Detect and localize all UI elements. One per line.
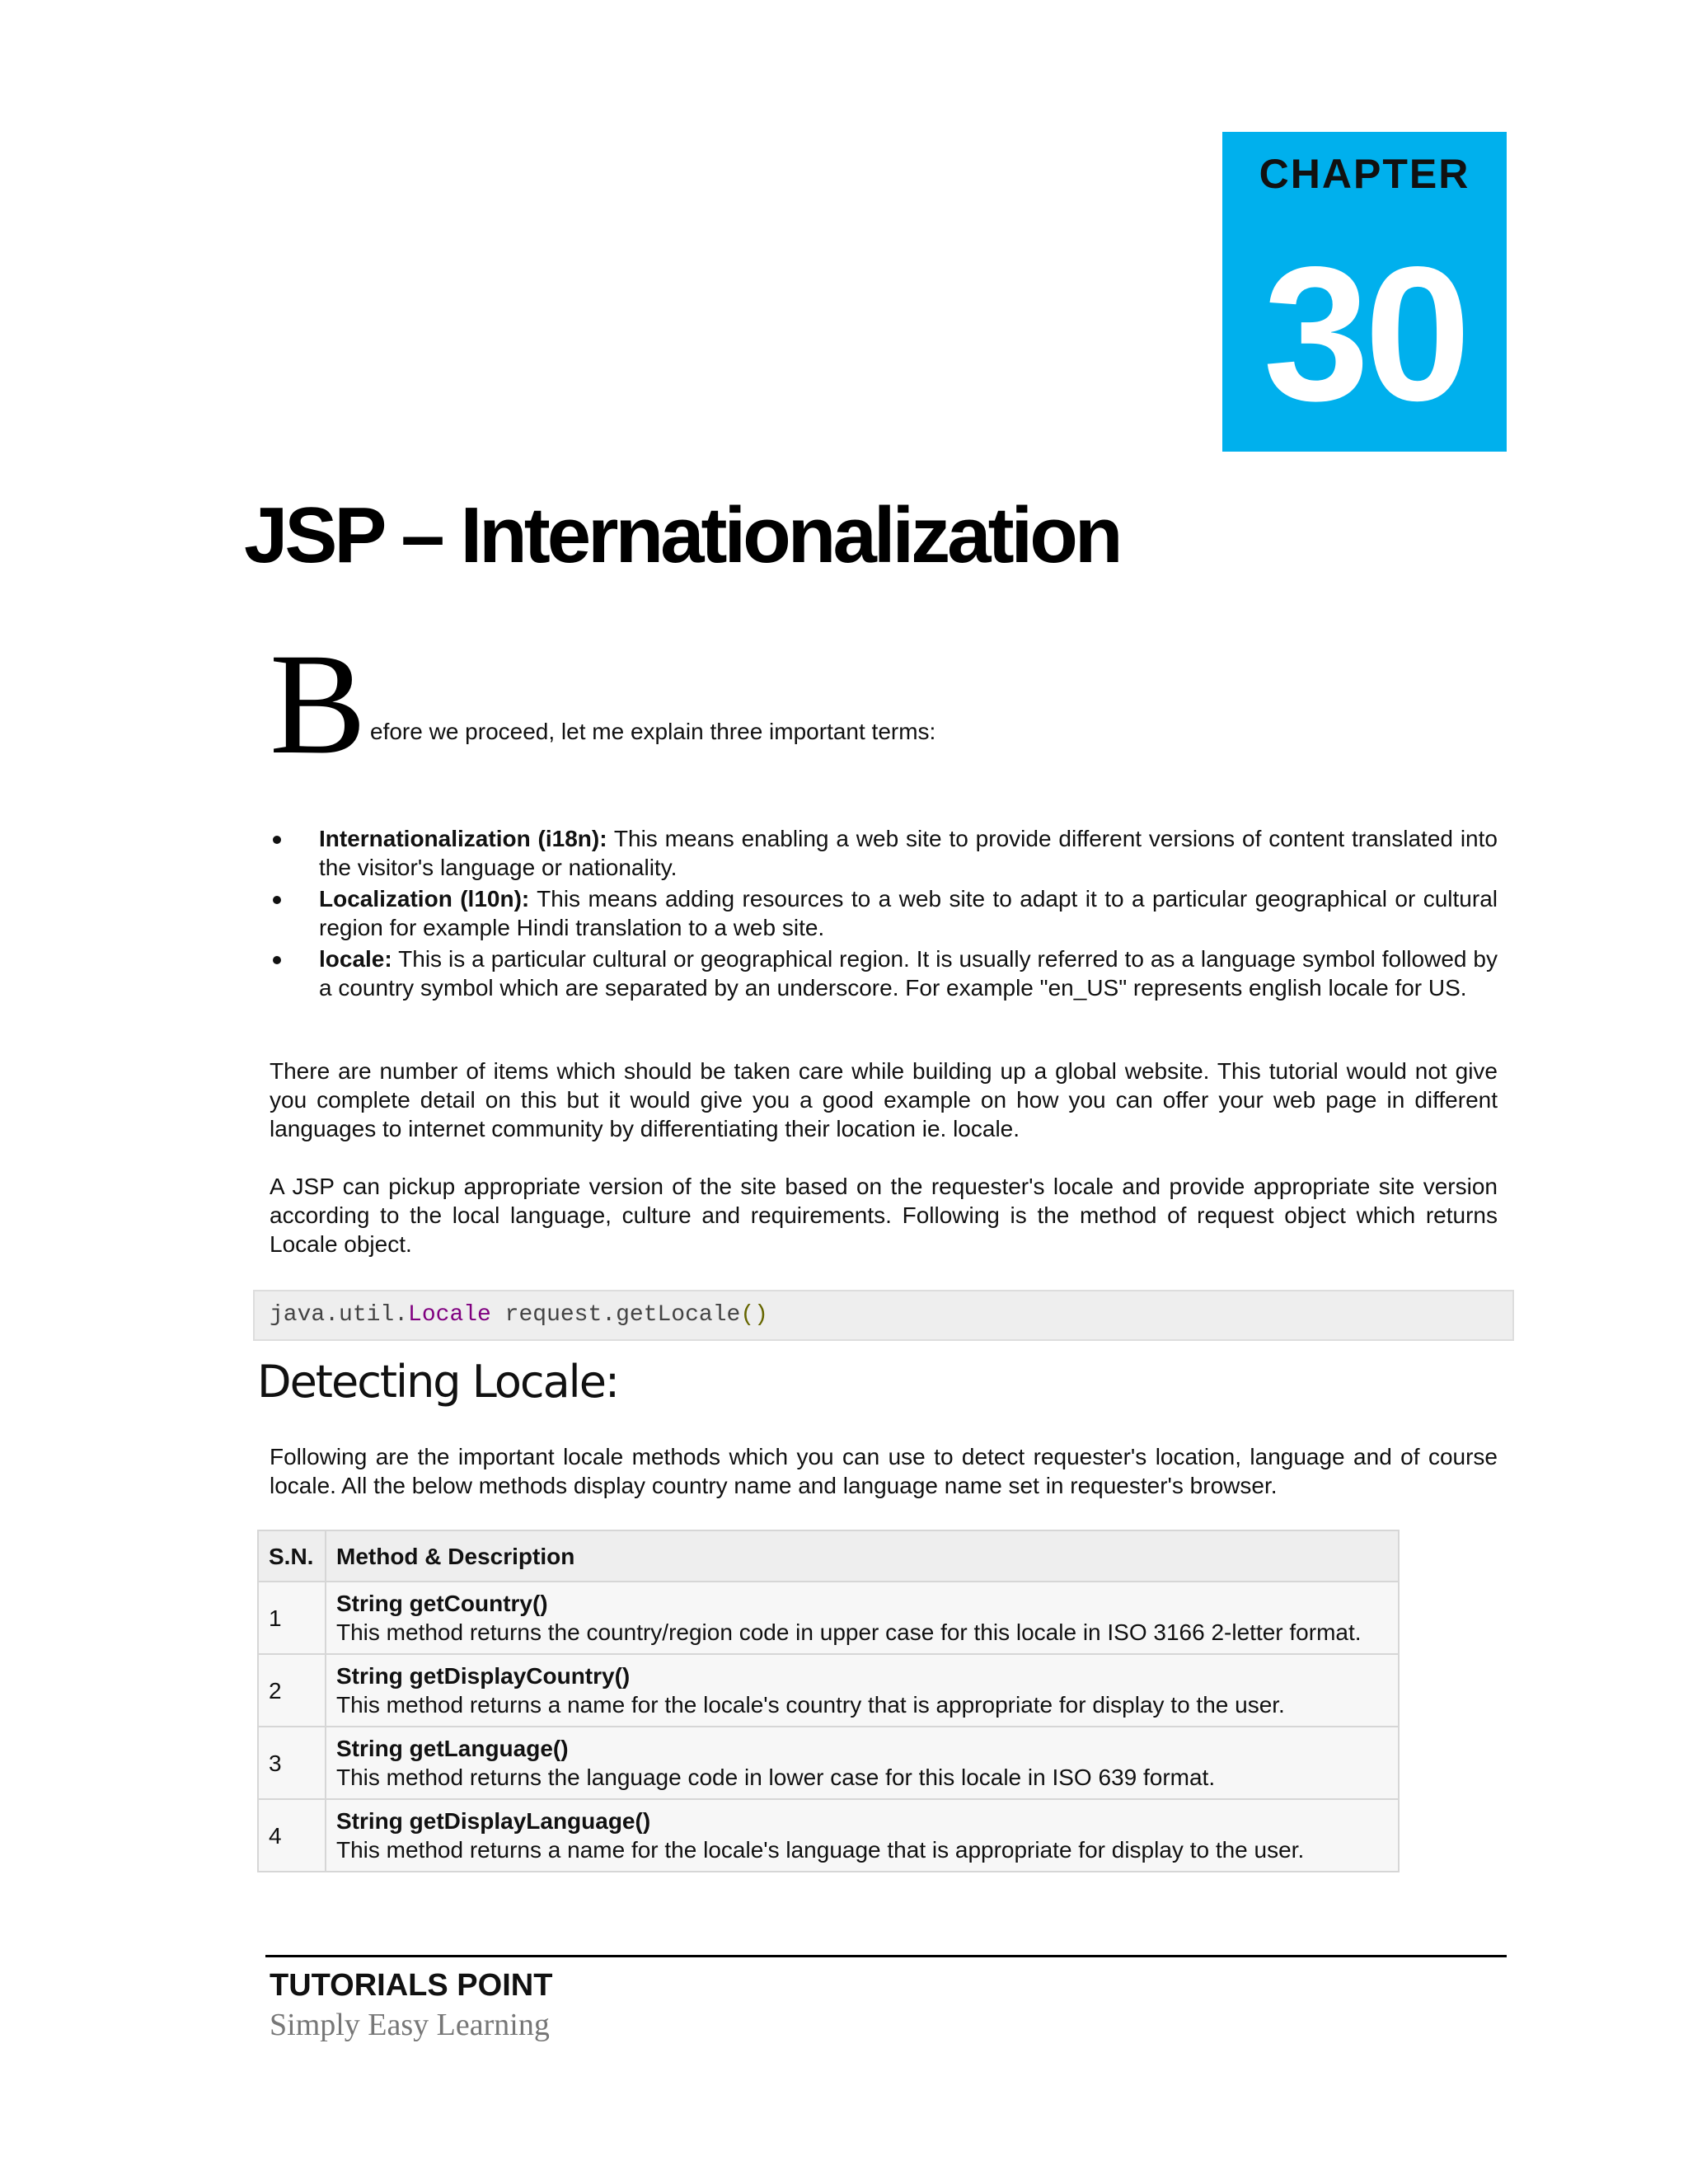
term-text: This is a particular cultural or geographical region. It is usually referred to as a language symbol followed by a country symbol which are separated by an underscore. For example "en_US" represents english locale for US. <box>319 946 1498 1001</box>
terms-list <box>270 824 1498 1005</box>
footer-tagline: Simply Easy Learning <box>270 2008 550 2042</box>
row-number: 3 <box>258 1727 326 1799</box>
paragraph-global-website: There are number of items which should be taken care while building up a global website. This tutorial would not give you complete detail on this but it would give you a good example on how you can offer your web page in different languages to internet community by differentiating their location ie. locale. <box>270 1058 1498 1141</box>
method-signature: String getCountry() <box>336 1591 548 1616</box>
code-block <box>253 1290 1514 1341</box>
chapter-number: 30 <box>1263 227 1466 441</box>
footer-brand: TUTORIALS POINT <box>270 1968 553 2003</box>
term-text: This means adding resources to a web site to adapt it to a particular geographical or cultural region for example Hindi translation to a web site. <box>319 886 1498 940</box>
code-prefix: java.util. <box>270 1302 409 1328</box>
table-row <box>258 1727 1399 1799</box>
table-row <box>258 1582 1399 1654</box>
method-description: This method returns the language code in lower case for this locale in ISO 639 format. <box>336 1765 1216 1790</box>
code-type: Locale <box>408 1302 491 1328</box>
intro <box>270 624 1506 785</box>
row-number: 1 <box>258 1582 326 1654</box>
bullet-icon <box>273 836 281 844</box>
intro-text: efore we proceed, let me explain three important terms: <box>370 719 936 744</box>
method-description: This method returns the country/region code in upper case for this locale in ISO 3166 2-letter format. <box>336 1619 1362 1645</box>
method-cell <box>326 1799 1399 1872</box>
table-row <box>258 1799 1399 1872</box>
method-signature: String getDisplayLanguage() <box>336 1808 651 1834</box>
term-label: Localization (l10n): <box>319 886 530 912</box>
term-text: This means enabling a web site to provide different versions of content translated into the visitor's language or nationality. <box>319 826 1498 880</box>
list-item <box>270 884 1498 942</box>
list-item <box>270 944 1498 1002</box>
row-number: 2 <box>258 1654 326 1727</box>
column-header-sn: S.N. <box>258 1530 326 1582</box>
page-title: JSP – Internationalization <box>244 491 1120 579</box>
list-item <box>270 824 1498 882</box>
term-label: locale: <box>319 946 392 972</box>
code-parens: () <box>740 1302 768 1328</box>
column-header-method: Method & Description <box>326 1530 1399 1582</box>
method-description: This method returns a name for the locale's language that is appropriate for display to the user. <box>336 1837 1305 1863</box>
chapter-badge <box>1222 132 1507 452</box>
bullet-icon <box>273 896 281 904</box>
footer-divider <box>265 1955 1507 1957</box>
code-method: request.getLocale <box>490 1302 741 1328</box>
term-label: Internationalization (i18n): <box>319 826 607 851</box>
method-cell <box>326 1582 1399 1654</box>
method-cell <box>326 1654 1399 1727</box>
section-heading: Detecting Locale: <box>257 1356 619 1408</box>
section-paragraph: Following are the important locale methods which you can use to detect requester's location, language and of course locale. All the below methods display country name and language name set in requester's browser. <box>270 1444 1498 1498</box>
method-description: This method returns a name for the locale's country that is appropriate for display to the user. <box>336 1692 1285 1718</box>
paragraph-jsp-locale: A JSP can pickup appropriate version of the site based on the requester's locale and provide appropriate site version according to the local language, culture and requirements. Following is the method of request object which returns Locale object. <box>270 1174 1498 1257</box>
method-cell <box>326 1727 1399 1799</box>
method-signature: String getLanguage() <box>336 1736 569 1761</box>
chapter-label: CHAPTER <box>1259 151 1470 197</box>
bullet-icon <box>273 956 281 964</box>
method-signature: String getDisplayCountry() <box>336 1663 631 1689</box>
table-row <box>258 1654 1399 1727</box>
row-number: 4 <box>258 1799 326 1872</box>
locale-methods-table <box>257 1530 1400 1872</box>
table-header-row <box>258 1530 1399 1582</box>
drop-cap: B <box>270 624 367 785</box>
